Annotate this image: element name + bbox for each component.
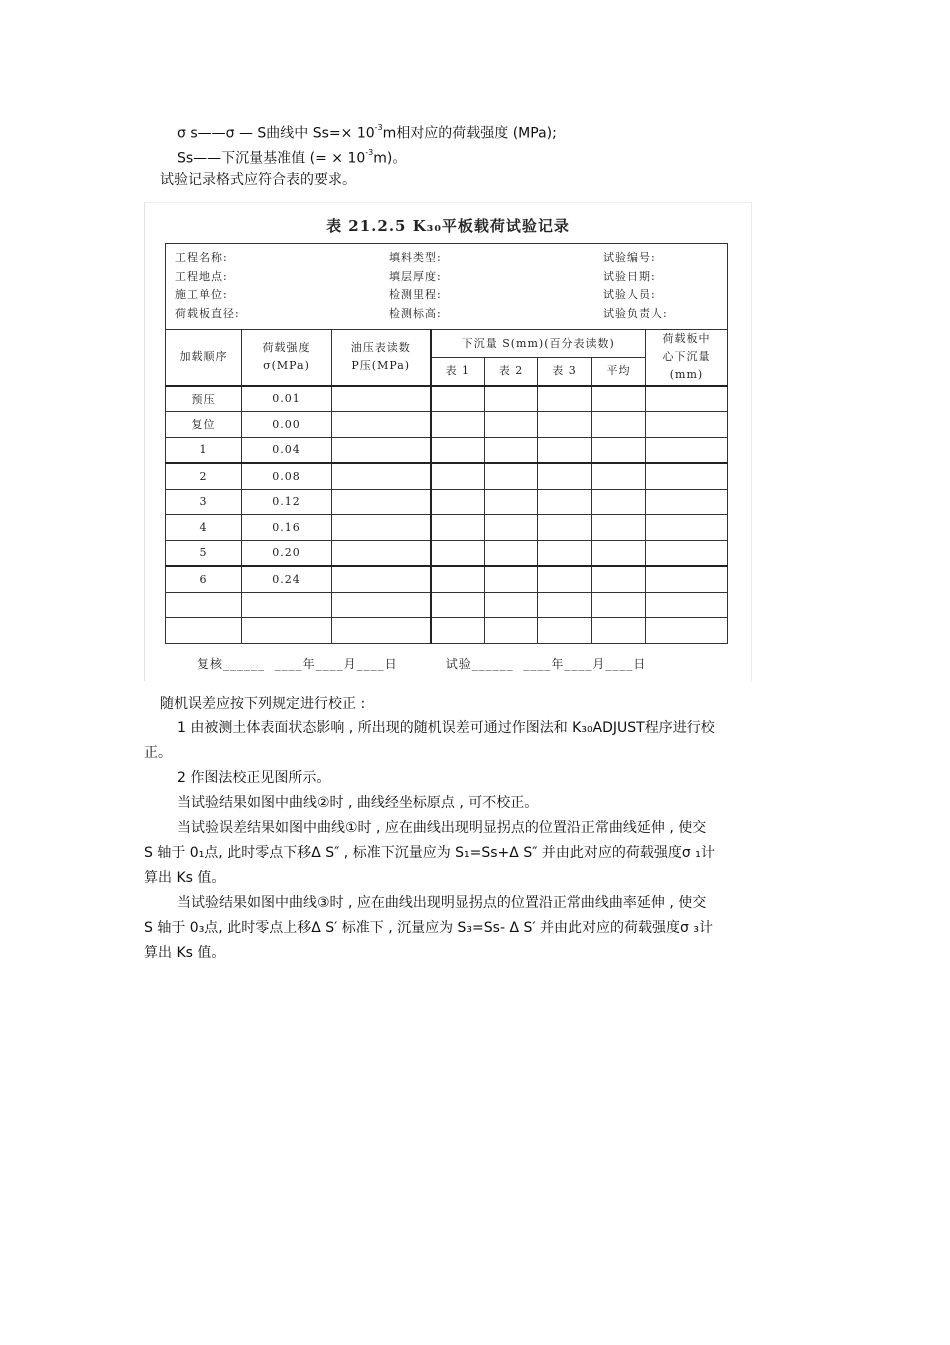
cell-empty (538, 437, 592, 463)
table-body (166, 386, 728, 644)
cell-load-strength: 0.01 (242, 386, 332, 412)
cell-load-strength: 0.12 (242, 489, 332, 515)
cell-empty (485, 566, 538, 592)
cell-load-order (166, 618, 242, 644)
cell-empty (431, 566, 485, 592)
header-center-settlement (646, 330, 728, 386)
cell-empty (592, 437, 646, 463)
cell-empty (431, 618, 485, 644)
cell-load-order: 1 (166, 437, 242, 463)
curve-3-line2: S 轴于 0₃点, 此时零点上移Δ S′ 标准下 , 沉量应为 S₃=Ss- Δ S′ 并由此对应的荷载强度σ ₃计 (144, 920, 713, 936)
cell-empty (592, 540, 646, 566)
cell-empty (592, 592, 646, 618)
info-test-number: 试验编号: (603, 251, 656, 264)
cell-empty (646, 618, 728, 644)
cell-empty (592, 463, 646, 489)
table-footer: 复核______ ____年____月____日 试验______ ____年____月____日 (197, 657, 647, 671)
table-row (166, 618, 728, 644)
cell-empty (538, 540, 592, 566)
curve-1-line2: S 轴于 0₁点, 此时零点下移Δ S″ , 标准下沉量应为 S₁=Ss+Δ S″ 并由此对应的荷载强度σ ₁计 (144, 845, 715, 861)
cell-load-strength: 0.24 (242, 566, 332, 592)
cell-empty (431, 489, 485, 515)
table-row (166, 592, 728, 618)
cell-empty (538, 566, 592, 592)
cell-empty (332, 618, 431, 644)
cell-empty (332, 412, 431, 438)
cell-load-order: 6 (166, 566, 242, 592)
cell-empty (485, 463, 538, 489)
header-gauge-2: 表 2 (485, 358, 538, 386)
k30-record-table (165, 243, 728, 644)
cell-load-order: 3 (166, 489, 242, 515)
cell-load-strength (242, 618, 332, 644)
cell-empty (332, 437, 431, 463)
cell-empty (646, 515, 728, 541)
cell-empty (538, 515, 592, 541)
cell-empty (592, 386, 646, 412)
curve-1-line1: 当试验误差结果如图中曲线①时 , 应在曲线出现明显拐点的位置沿正常曲线延伸 , 使交 (177, 820, 707, 836)
cell-load-order: 预压 (166, 386, 242, 412)
record-format-line: 试验记录格式应符合表的要求。 (160, 172, 356, 188)
cell-empty (485, 437, 538, 463)
cell-empty (431, 463, 485, 489)
table-title: 表 21.2.5 K₃₀平板载荷试验记录 (326, 217, 570, 235)
info-row (175, 305, 727, 324)
cell-empty (592, 489, 646, 515)
curve-2-text: 当试验结果如图中曲线②时 , 曲线经坐标原点 , 可不校正。 (177, 795, 539, 811)
header-center-line3: (mm) (669, 368, 704, 382)
header-oil-gauge-line2: P压(MPa) (351, 359, 411, 373)
k30-table-figure (144, 202, 752, 681)
header-oil-gauge (332, 330, 431, 386)
table-row (166, 540, 728, 566)
info-row (175, 268, 727, 287)
header-center-line1: 荷载板中 (662, 332, 711, 346)
table-row (166, 412, 728, 438)
cell-empty (538, 412, 592, 438)
cell-empty (646, 412, 728, 438)
curve-3-line3: 算出 Ks 值。 (144, 945, 226, 961)
cell-load-strength (242, 592, 332, 618)
cell-empty (646, 463, 728, 489)
info-elevation: 检测标高: (389, 306, 442, 320)
cell-empty (592, 566, 646, 592)
ss-definition-text-b: m)。 (373, 150, 407, 167)
info-project-name: 工程名称: (175, 251, 228, 264)
cell-empty (592, 515, 646, 541)
cell-empty (485, 515, 538, 541)
cell-empty (431, 412, 485, 438)
cell-empty (332, 540, 431, 566)
rule-1-line2: 正。 (144, 745, 172, 761)
header-settlement-group: 下沉量 S(mm)(百分表读数) (431, 330, 646, 358)
cell-load-strength: 0.16 (242, 515, 332, 541)
sigma-definition-text-a: σ s——σ — S曲线中 Ss=× 10 (177, 125, 375, 142)
cell-empty (646, 386, 728, 412)
cell-load-strength: 0.20 (242, 540, 332, 566)
header-gauge-3: 表 3 (538, 358, 592, 386)
info-row (175, 249, 727, 268)
info-mileage: 检测里程: (389, 288, 442, 301)
cell-empty (646, 437, 728, 463)
header-gauge-1: 表 1 (431, 358, 485, 386)
cell-empty (431, 592, 485, 618)
cell-load-strength: 0.04 (242, 437, 332, 463)
rule-1-line1: 1 由被测土体表面状态影响 , 所出现的随机误差可通过作图法和 K₃₀ADJUST程序进行校 (177, 720, 715, 736)
cell-empty (431, 515, 485, 541)
cell-load-strength: 0.00 (242, 412, 332, 438)
cell-empty (332, 386, 431, 412)
cell-empty (485, 489, 538, 515)
cell-empty (592, 412, 646, 438)
header-load-strength-line2: σ(MPa) (263, 359, 310, 373)
info-layer-thickness: 填层厚度: (389, 269, 442, 283)
cell-empty (646, 592, 728, 618)
cell-load-order: 2 (166, 463, 242, 489)
info-fill-type: 填料类型: (389, 251, 442, 264)
cell-load-order: 4 (166, 515, 242, 541)
curve-1-line3: 算出 Ks 值。 (144, 870, 226, 886)
cell-empty (538, 618, 592, 644)
cell-empty (485, 412, 538, 438)
info-contractor: 施工单位: (175, 288, 228, 301)
cell-empty (592, 618, 646, 644)
cell-empty (538, 386, 592, 412)
info-supervisor: 试验负责人: (603, 306, 668, 320)
correction-rule-intro: 随机误差应按下列规定进行校正 : (160, 696, 366, 712)
ss-definition-line (177, 145, 406, 169)
cell-empty (646, 489, 728, 515)
info-test-date: 试验日期: (603, 269, 656, 283)
header-load-strength-line1: 荷载强度 (262, 341, 311, 355)
cell-empty (332, 463, 431, 489)
project-info-block (166, 244, 728, 330)
cell-empty (485, 540, 538, 566)
table-row (166, 489, 728, 515)
header-load-order: 加载顺序 (166, 330, 242, 386)
cell-empty (538, 463, 592, 489)
cell-empty (646, 540, 728, 566)
curve-3-line1: 当试验结果如图中曲线③时 , 应在曲线出现明显拐点的位置沿正常曲线曲率延伸 , 使交 (177, 895, 707, 911)
cell-empty (332, 489, 431, 515)
cell-load-order (166, 592, 242, 618)
cell-empty (646, 566, 728, 592)
rule-2: 2 作图法校正见图所示。 (177, 770, 331, 786)
table-row (166, 437, 728, 463)
header-oil-gauge-line1: 油压表读数 (350, 341, 411, 355)
table-row (166, 566, 728, 592)
header-load-strength (242, 330, 332, 386)
cell-empty (538, 489, 592, 515)
table-row (166, 386, 728, 412)
cell-load-strength: 0.08 (242, 463, 332, 489)
cell-load-order: 复位 (166, 412, 242, 438)
cell-empty (485, 618, 538, 644)
table-row (166, 515, 728, 541)
info-plate-diameter: 荷载板直径: (175, 306, 240, 320)
info-row (175, 286, 727, 305)
header-average: 平均 (592, 358, 646, 386)
info-tester: 试验人员: (603, 288, 656, 301)
cell-empty (332, 515, 431, 541)
info-project-location: 工程地点: (175, 269, 228, 283)
cell-empty (538, 592, 592, 618)
cell-empty (485, 386, 538, 412)
ss-definition-text-a: Ss——下沉量基准值 (= × 10 (177, 150, 366, 167)
cell-empty (332, 566, 431, 592)
sigma-definition-line (177, 120, 557, 144)
cell-empty (431, 437, 485, 463)
header-center-line2: 心下沉量 (662, 350, 711, 364)
table-row (166, 463, 728, 489)
cell-empty (485, 592, 538, 618)
cell-empty (431, 386, 485, 412)
cell-empty (431, 540, 485, 566)
sigma-definition-text-b: m相对应的荷载强度 (MPa); (382, 125, 557, 142)
sigma-exponent: -3 (374, 123, 383, 132)
ss-exponent: -3 (365, 148, 374, 157)
cell-empty (332, 592, 431, 618)
cell-load-order: 5 (166, 540, 242, 566)
